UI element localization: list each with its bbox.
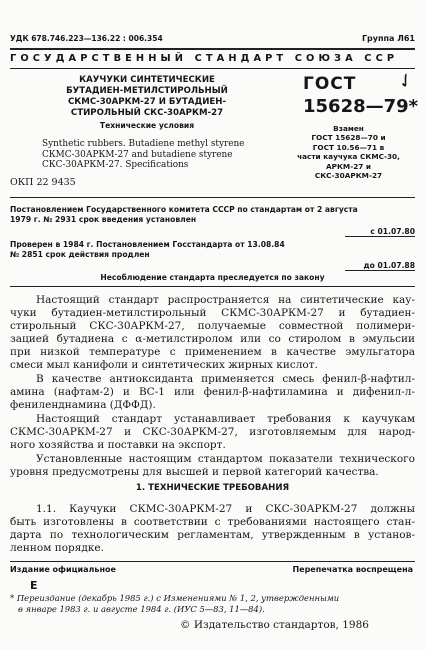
title-line: СТИРОЛЬНЫЙ СКС-30АРКМ-27 bbox=[70, 108, 224, 118]
text-line: Установленные настоящим стандартом показатели технического bbox=[36, 453, 415, 465]
checked-line: Проверен в 1984 г. Постановлением Госстандарта от 13.08.84 bbox=[10, 240, 285, 249]
text-line: фениленднамина (ДФФД). bbox=[10, 399, 156, 411]
text-line: Настоящий стандарт устанавливает требования к каучукам bbox=[36, 413, 415, 425]
replace-line: АРКМ-27 и bbox=[325, 161, 372, 171]
reissue-note bbox=[10, 593, 415, 614]
gost-label: ГОСТ bbox=[303, 74, 357, 94]
replaces-block bbox=[282, 124, 415, 180]
title-subtitle: Технические условия bbox=[99, 121, 195, 130]
edition-letter: Е bbox=[30, 579, 38, 592]
title-line: КАУЧУКИ СИНТЕТИЧЕСКИЕ bbox=[79, 75, 215, 85]
text-line: 1.1. Каучуки СКМС-30АРКМ-27 и СКС-30АРКМ-27 должны bbox=[36, 503, 415, 515]
decree-date-start: с 01.07.80 bbox=[370, 227, 415, 236]
text-line: дарта по технологическим регламентам, утвержденным в установ- bbox=[10, 529, 415, 541]
checked-text bbox=[10, 240, 415, 260]
title-line: СКМС-30АРКМ-27 И БУТАДИЕН- bbox=[67, 97, 227, 107]
standard-banner: ГОСУДАРСТВЕННЫЙ СТАНДАРТ СОЮЗА ССР bbox=[10, 53, 399, 64]
text-line: чуки бутадиен-метилстирольный СКМС-30АРКМ-27 и бутадиен- bbox=[10, 307, 415, 319]
paragraph-scope bbox=[10, 294, 415, 372]
text-line: ленном порядке. bbox=[10, 542, 104, 554]
text-line: смеси мыл канифоли и синтетических жирных кислот. bbox=[10, 359, 318, 371]
gost-number: 15628—79* bbox=[303, 96, 419, 117]
russian-title bbox=[42, 75, 252, 131]
decree-date-end: до 01.07.88 bbox=[363, 261, 415, 270]
violation-notice: Несоблюдение стандарта преследуется по закону bbox=[100, 273, 325, 282]
title-line: Synthetic rubbers. Butadiene methyl styrene bbox=[42, 139, 245, 149]
decree-line: 1979 г. № 2931 срок введения установлен bbox=[10, 215, 197, 224]
note-line: в январе 1983 г. и августе 1984 г. (ИУС 5—83, 11—84). bbox=[18, 603, 265, 614]
date-underline bbox=[345, 236, 415, 237]
corner-mark: ✓ bbox=[393, 67, 419, 95]
title-line: БУТАДИЕН-МЕТИЛСТИРОЛЬНЫЙ bbox=[66, 86, 228, 96]
note-line: * Переиздание (декабрь 1985 г.) с Изменениями № 1, 2, утвержденными bbox=[10, 593, 340, 603]
english-title bbox=[42, 139, 272, 171]
paragraph-clause-1-1 bbox=[10, 503, 415, 555]
text-line: В качестве антиоксиданта применяется смесь фенил-β-нафтил- bbox=[36, 373, 415, 385]
text-line: амина (нафтам-2) и ВС-1 или фенил-β-нафтиламина и дифенил-л- bbox=[10, 386, 415, 398]
text-line: зацией бутадиена с α-метилстиролом или со стиролом в эмульсии bbox=[10, 333, 415, 345]
text-line: Настоящий стандарт распространяется на синтетические кау- bbox=[36, 294, 415, 306]
replace-line: Взамен bbox=[333, 124, 364, 133]
date-underline bbox=[345, 270, 415, 271]
replace-line: ГОСТ 10.56—71 в bbox=[312, 142, 385, 152]
paragraph-requirements bbox=[10, 413, 415, 452]
decree-line: Постановлением Государственного комитета СССР по стандартам от 2 августа bbox=[10, 205, 358, 214]
footer-rule bbox=[10, 561, 415, 562]
text-line: стирольный СКС-30АРКМ-27, получаемые совместной полимери- bbox=[10, 320, 415, 332]
group-code: Группа Л61 bbox=[361, 34, 415, 43]
official-edition: Издание официальное bbox=[10, 565, 116, 574]
text-line: быть изготовлены в соответствии с требованиями настоящего стан- bbox=[10, 516, 415, 528]
header-rule-top bbox=[10, 48, 415, 50]
decree-rule bbox=[10, 286, 415, 287]
paragraph-quality bbox=[10, 453, 415, 479]
udk-code: УДК 678.746.223—136.22 : 006.354 bbox=[10, 34, 163, 43]
checked-line: № 2851 срок действия продлен bbox=[10, 250, 150, 259]
title-rule bbox=[10, 197, 415, 198]
copyright: © Издательство стандартов, 1986 bbox=[180, 619, 369, 631]
paragraph-antioxidant bbox=[10, 373, 415, 412]
replace-line: ГОСТ 15628—70 и bbox=[311, 133, 386, 143]
reprint-ban: Перепечатка воспрещена bbox=[292, 565, 413, 574]
text-line: при низкой температуре с применением в качестве эмульгатора bbox=[10, 346, 415, 358]
title-line: СКС-30АРКМ-27. Specifications bbox=[42, 160, 189, 170]
title-line: СКМС-30АРКМ-27 and butadiene styrene bbox=[42, 149, 233, 160]
header-rule-bottom bbox=[10, 68, 415, 69]
text-line: ного хозяйства и поставки на экспорт. bbox=[10, 439, 226, 451]
text-line: уровня предусмотрены для высшей и первой категорий качества. bbox=[10, 466, 379, 478]
okp-code: ОКП 22 9435 bbox=[10, 177, 76, 188]
replace-line: части каучука СКМС-30, bbox=[297, 152, 400, 162]
replace-line: СКС-30АРКМ-27 bbox=[314, 171, 383, 181]
section-heading: 1. ТЕХНИЧЕСКИЕ ТРЕБОВАНИЯ bbox=[135, 483, 290, 493]
decree-text bbox=[10, 205, 415, 225]
text-line: СКМС-30АРКМ-27 и СКС-30АРКМ-27, изготовляемым для народ- bbox=[10, 426, 415, 438]
